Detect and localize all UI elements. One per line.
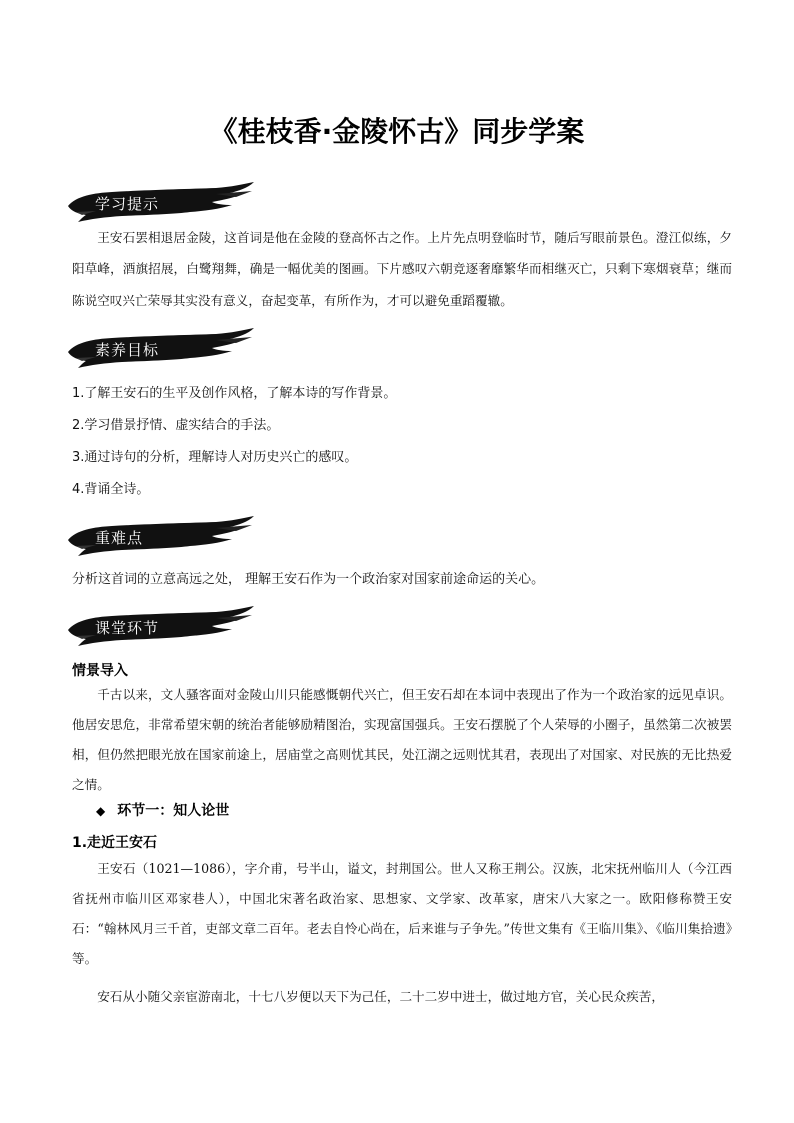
tips-paragraph: 王安石罢相退居金陵，这首词是他在金陵的登高怀古之作。上片先点明登临时节，随后写眼前景色。澄江似练，夕阳草峰，酒旗招展，白鹭翔舞，确是一幅优美的图画。下片感叹六朝竞逐奢靡繁华而相继灭亡，只剩下寒烟衰草；继而陈说空叹兴亡荣辱其实没有意义，奋起变革，有所作为，才可以避免重蹈覆辙。 <box>72 230 732 308</box>
keypoints-text: 分析这首词的立意高远之处， 理解王安石作为一个政治家对国家前途命运的关心。 <box>72 572 545 587</box>
step1-heading: 环节一：知人论世 <box>117 803 230 819</box>
banner-label: 课堂环节 <box>95 619 160 637</box>
goal-item: 4.背诵全诗。 <box>72 482 150 497</box>
intro-heading: 情景导入 <box>72 663 128 679</box>
banner-label: 重难点 <box>95 529 144 547</box>
banner-label: 素养目标 <box>95 341 160 359</box>
section-banner-goals <box>66 328 256 372</box>
goal-item: 1.了解王安石的生平及创作风格，了解本诗的写作背景。 <box>72 386 397 401</box>
sub1-heading: 1.走近王安石 <box>72 835 158 851</box>
section-banner-classroom <box>66 606 256 650</box>
section-banner-tips <box>66 182 256 226</box>
goal-item: 2.学习借景抒情、虚实结合的手法。 <box>72 418 280 433</box>
section-banner-keypoints <box>66 516 256 560</box>
sub1-paragraph-1: 王安石（1021—1086），字介甫，号半山，谥文，封荆国公。世人又称王荆公。汉族，北宋抚州临川人（今江西省抚州市临川区邓家巷人），中国北宋著名政治家、思想家、文学家、改革家，唐宋八大家之一。欧阳修称赞王安石：“翰林风月三千首，吏部文章二百年。老去自怜心尚在，后来谁与子争先。”传世文集有《王临川集》、《临川集拾遗》等。 <box>72 861 732 966</box>
goal-item: 3.通过诗句的分析，理解诗人对历史兴亡的感叹。 <box>72 450 358 465</box>
sub1-paragraph-2: 安石从小随父亲宦游南北，十七八岁便以天下为己任，二十二岁中进士，做过地方官，关心民众疾苦， <box>97 989 664 1004</box>
diamond-bullet-icon: ◆ <box>96 804 106 818</box>
intro-paragraph: 千古以来，文人骚客面对金陵山川只能感慨朝代兴亡，但王安石却在本词中表现出了作为一个政治家的远见卓识。他居安思危，非常希望宋朝的统治者能够励精图治，实现富国强兵。王安石摆脱了个人荣辱的小圈子，虽然第二次被罢相，但仍然把眼光放在国家前途上，居庙堂之高则忧其民，处江湖之远则忧其君，表现出了对国家、对民族的无比热爱之情。 <box>72 687 732 792</box>
banner-label: 学习提示 <box>95 195 160 213</box>
step1-heading-line <box>96 800 229 820</box>
document-title: 《桂枝香·金陵怀古》同步学案 <box>209 115 585 148</box>
